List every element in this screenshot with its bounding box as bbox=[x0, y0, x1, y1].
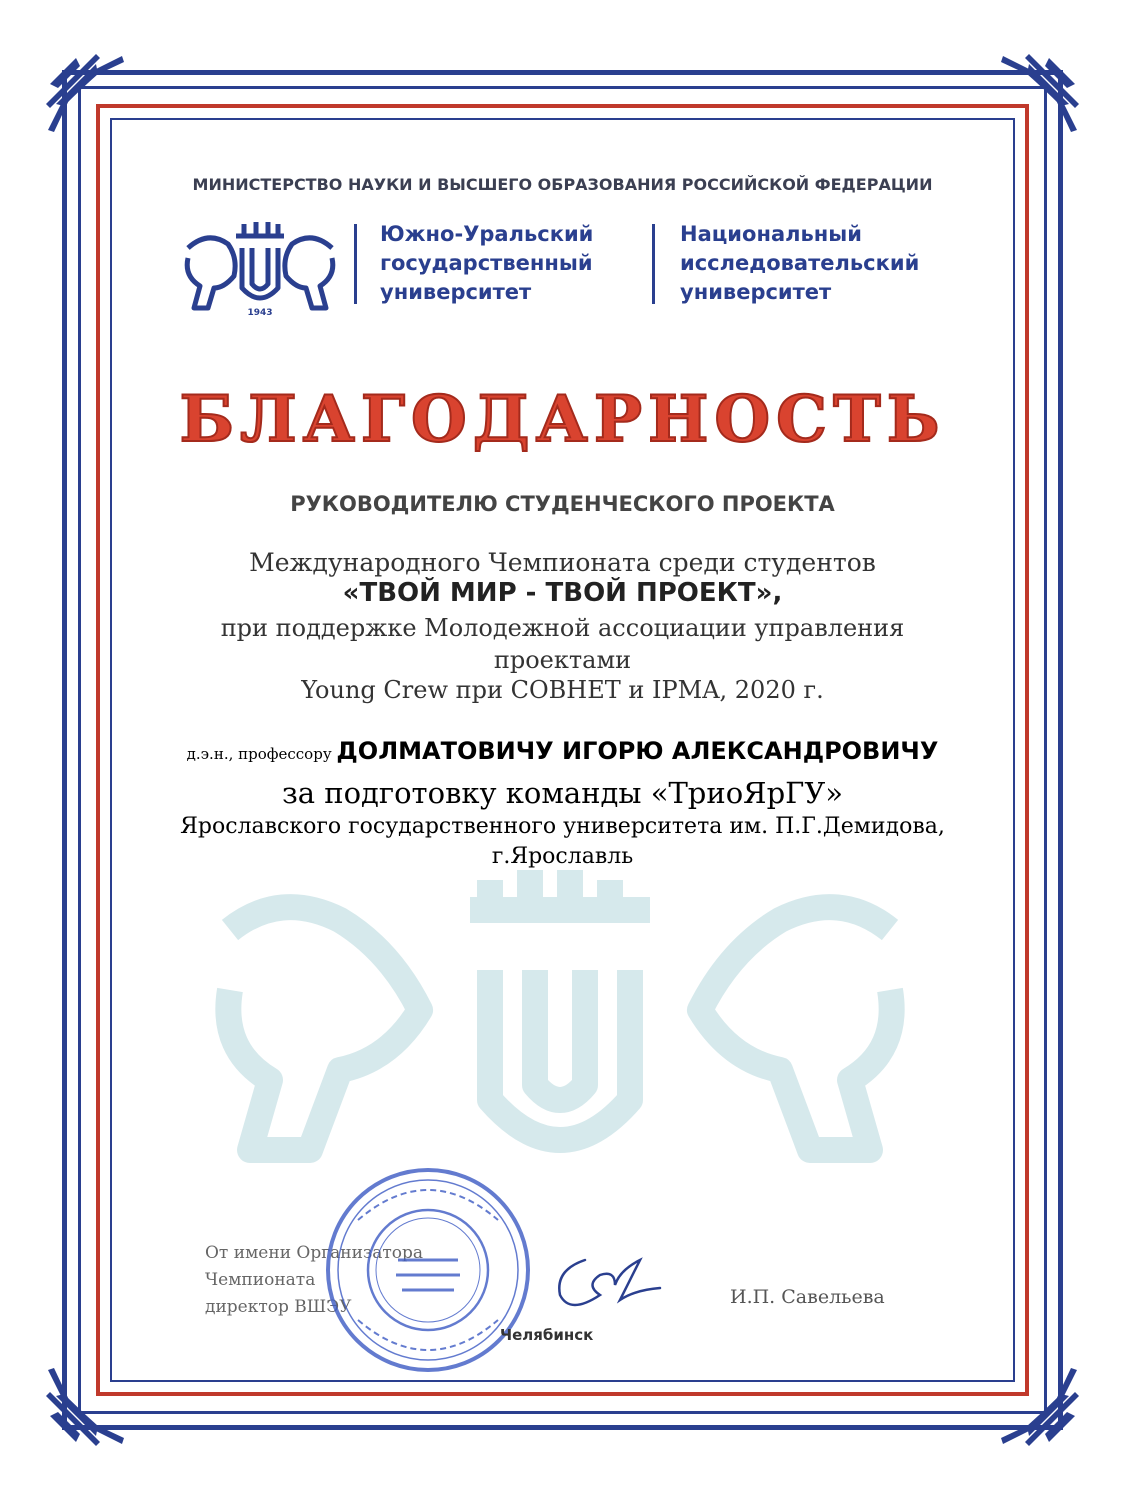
recipient-title: д.э.н., профессору bbox=[186, 745, 337, 763]
event-line: при поддержке Молодежной ассоциации управления bbox=[220, 614, 905, 642]
corner-ornament-icon bbox=[36, 1336, 156, 1456]
signatory-org-line: директор ВШЭУ bbox=[205, 1297, 352, 1317]
recipient-name: ДОЛМАТОВИЧУ ИГОРЮ АЛЕКСАНДРОВИЧУ bbox=[336, 737, 939, 765]
certificate-subtitle: РУКОВОДИТЕЛЮ СТУДЕНЧЕСКОГО ПРОЕКТА bbox=[290, 492, 835, 516]
logo-left-line: университет bbox=[380, 280, 532, 304]
logo-year: 1943 bbox=[247, 308, 273, 318]
university-logo bbox=[180, 218, 980, 318]
signature-icon bbox=[545, 1240, 675, 1320]
event-line: проектами bbox=[493, 646, 632, 674]
stamp-city: Челябинск bbox=[500, 1326, 594, 1344]
signatory-org-line: Чемпионата bbox=[205, 1270, 316, 1290]
corner-ornament-icon bbox=[969, 44, 1089, 164]
logo-left-line: государственный bbox=[380, 251, 593, 275]
corner-ornament-icon bbox=[36, 44, 156, 164]
logo-divider bbox=[652, 224, 655, 304]
logo-text-right bbox=[680, 220, 919, 307]
team-city: г.Ярославль bbox=[491, 844, 634, 869]
event-line: Young Crew при СОВНЕТ и IPMA, 2020 г. bbox=[301, 676, 824, 704]
watermark-emblem-icon bbox=[190, 850, 930, 1210]
logo-left-line: Южно-Уральский bbox=[380, 222, 594, 246]
logo-divider bbox=[354, 224, 357, 304]
certificate-title: БЛАГОДАРНОСТЬ bbox=[179, 382, 946, 457]
team-university: Ярославского государственного университета им. П.Г.Демидова, bbox=[180, 814, 945, 839]
corner-ornament-icon bbox=[969, 1336, 1089, 1456]
logo-right-line: Национальный bbox=[680, 222, 863, 246]
recipient bbox=[120, 737, 1005, 765]
susu-emblem-icon bbox=[180, 218, 340, 318]
award-reason: за подготовку команды «ТриоЯрГУ» bbox=[281, 776, 844, 810]
ministry-header: МИНИСТЕРСТВО НАУКИ И ВЫСШЕГО ОБРАЗОВАНИЯ РОССИЙСКОЙ ФЕДЕРАЦИИ bbox=[192, 175, 933, 194]
logo-text-left bbox=[380, 220, 593, 307]
logo-right-line: исследовательский bbox=[680, 251, 920, 275]
event-line: Международного Чемпионата среди студентов bbox=[249, 548, 876, 577]
event-name: «ТВОЙ МИР - ТВОЙ ПРОЕКТ», bbox=[342, 578, 783, 608]
signer-name: И.П. Савельева bbox=[730, 1286, 885, 1308]
logo-right-line: университет bbox=[680, 280, 832, 304]
signatory-org-line: От имени Организатора bbox=[205, 1243, 424, 1263]
official-stamp-icon bbox=[318, 1160, 538, 1380]
